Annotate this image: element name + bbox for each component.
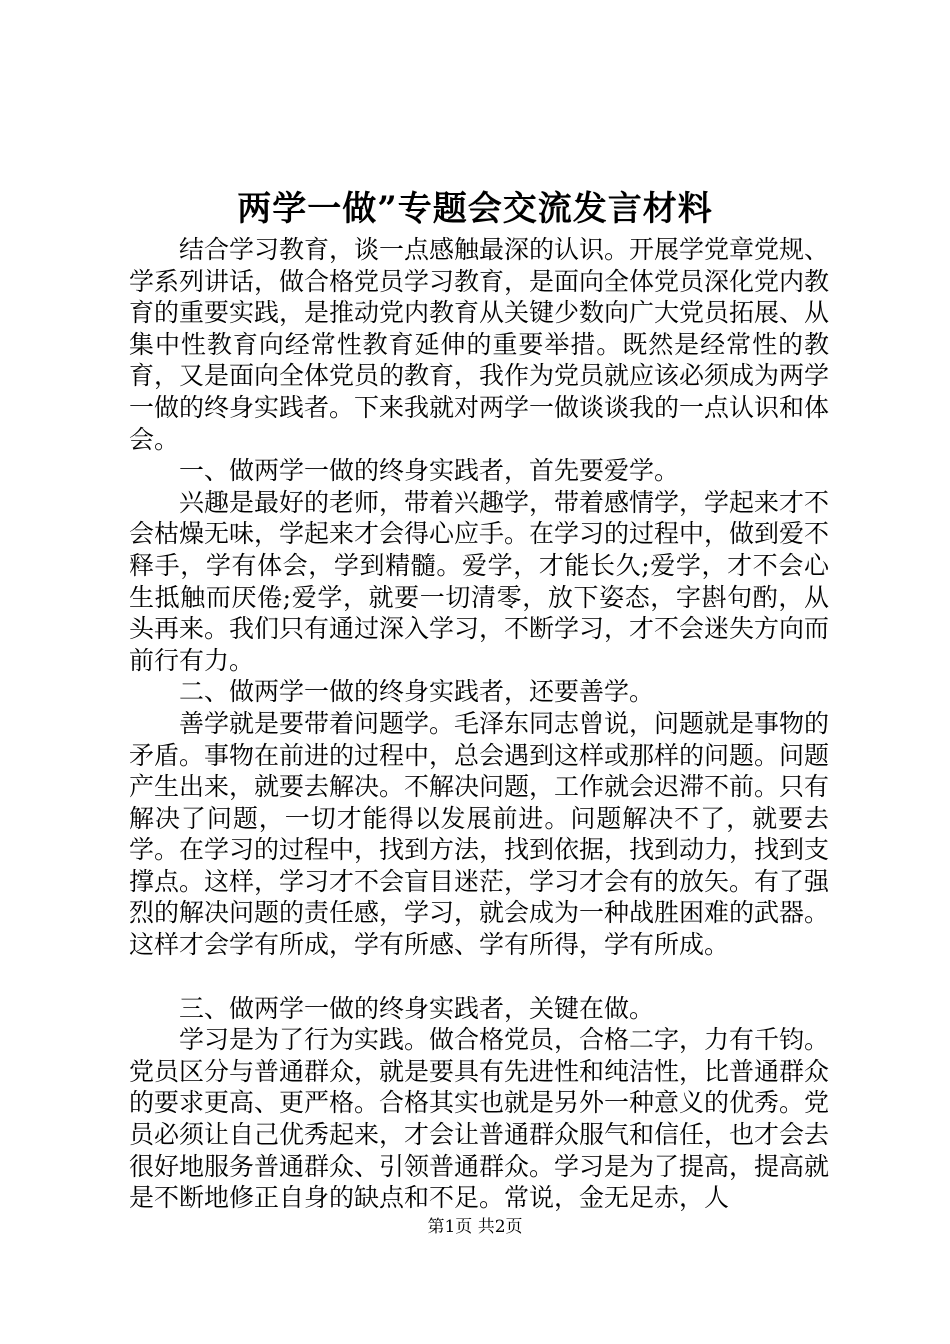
paragraph-section-1: 兴趣是最好的老师，带着兴趣学，带着感情学，学起来才不会枯燥无味，学起来才会得心应手。在学习的过程中，做到爱不释手，学有体会，学到精髓。爱学，才能长久;爱学，才不会心生抵触而厌倦;爱学，就要一切清零，放下姿态，字斟句酌，从头再来。我们只有通过深入学习，不断学习，才不会迷失方向而前行有力。 xyxy=(129,487,830,675)
heading-section-2: 二、做两学一做的终身实践者，还要善学。 xyxy=(179,677,655,707)
document-body xyxy=(129,234,829,1214)
paragraph-section-2: 善学就是要带着问题学。毛泽东同志曾说，问题就是事物的矛盾。事物在前进的过程中，总会遇到这样或那样的问题。问题产生出来，就要去解决。不解决问题，工作就会迟滞不前。只有解决了问题，一切才能得以发展前进。问题解决不了，就要去学。在学习的过程中，找到方法，找到依据，找到动力，找到支撑点。这样，学习才不会盲目迷茫，学习才会有的放矢。有了强烈的解决问题的责任感，学习，就会成为一种战胜困难的武器。这样才会学有所成，学有所感、学有所得，学有所成。 xyxy=(129,708,830,960)
document-title: 两学一做”专题会交流发言材料 xyxy=(237,189,713,229)
paragraph-spacer xyxy=(129,961,829,993)
heading-section-1: 一、做两学一做的终身实践者，首先要爱学。 xyxy=(179,456,680,486)
paragraph-section-3: 学习是为了行为实践。做合格党员，合格二字，力有千钧。党员区分与普通群众，就是要具有先进性和纯洁性，比普通群众的要求更高、更严格。合格其实也就是另外一种意义的优秀。党员必须让自己优秀起来，才会让普通群众服气和信任，也才会去很好地服务普通群众、引领普通群众。学习是为了提高，提高就是不断地修正自身的缺点和不足。常说，金无足赤，人 xyxy=(129,1025,830,1213)
heading-section-3: 三、做两学一做的终身实践者，关键在做。 xyxy=(179,993,655,1023)
page-number-footer: 第1页 共2页 xyxy=(427,1217,523,1237)
paragraph-intro: 结合学习教育，谈一点感触最深的认识。开展学党章党规、学系列讲话，做合格党员学习教育，是面向全体党员深化党内教育的重要实践，是推动党内教育从关键少数向广大党员拓展、从集中性教育向经常性教育延伸的重要举措。既然是经常性的教育，又是面向全体党员的教育，我作为党员就应该必须成为两学一做的终身实践者。下来我就对两学一做谈谈我的一点认识和体会。 xyxy=(129,235,830,454)
